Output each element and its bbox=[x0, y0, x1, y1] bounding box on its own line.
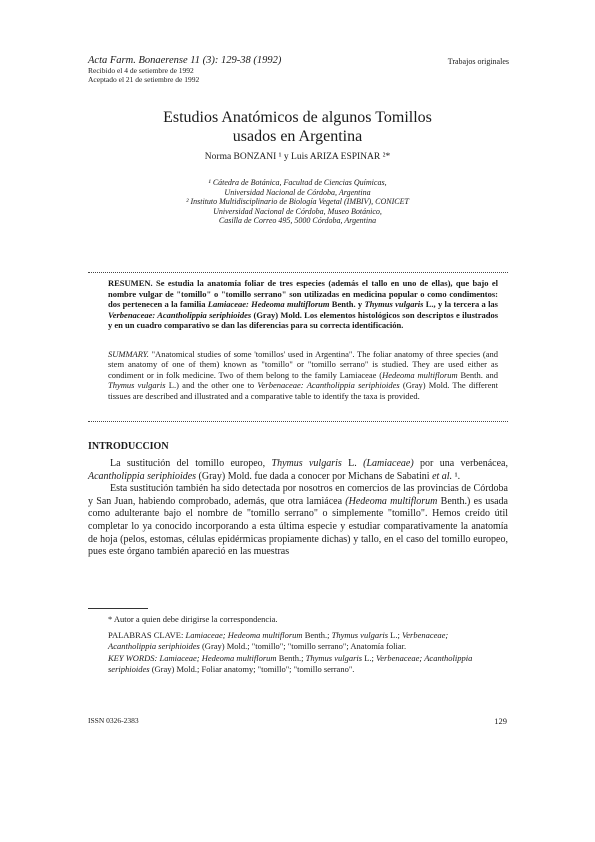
species-name: Thymus vulgaris bbox=[364, 299, 424, 310]
palabras-clave: PALABRAS CLAVE: Lamiaceae; Hedeoma multiflorum Benth.; Thymus vulgaris L.; Verbenaceae; Acantholippia seriphioides (Gray) Mold.; "tomillo"; "tomillo serrano"; Anatomía foliar. bbox=[108, 630, 449, 651]
affiliations bbox=[0, 178, 595, 226]
received-date: Recibido el 4 de setiembre de 1992 bbox=[88, 66, 194, 75]
key-words: KEY WORDS: Lamiaceae; Hedeoma multiflorum Benth.; Thymus vulgaris L.; Verbenaceae; Acantholippia seriphioides (Gray) Mold.; Foliar anatomy; "tomillo"; "tomillo serrano". bbox=[108, 653, 473, 674]
species-name: Thymus vulgaris bbox=[271, 458, 342, 469]
affiliation-2-line-2: Universidad Nacional de Córdoba, Museo Botánico, bbox=[213, 206, 382, 216]
title-line-1: Estudios Anatómicos de algunos Tomillos bbox=[163, 109, 432, 126]
accepted-date: Aceptado el 21 de setiembre de 1992 bbox=[88, 75, 200, 84]
correspondence-note: * Autor a quien debe dirigirse la correspondencia. bbox=[108, 614, 278, 624]
summary-label: SUMMARY. bbox=[108, 349, 149, 359]
paragraph: La sustitución del tomillo europeo, Thymus vulgaris L. (Lamiaceae) por una verbenácea, Acantholippia seriphioides (Gray) Mold. fue dada a conocer por Michans de Sabatini et al. ¹. bbox=[88, 458, 508, 482]
species-name: Verbenaceae: Acantholippia seriphioides bbox=[108, 309, 252, 320]
section-label: Trabajos originales bbox=[447, 57, 509, 66]
abstract-english: SUMMARY. "Anatomical studies of some 'tomillos' used in Argentina". The foliar anatomy of three species (and stem anatomy of one of them) known as "tomillo" or "tomillo serrano" is studied. They are used either as condiment or in folk medicine. Two of them belong to the family Lamiaceae (Hedeoma multiflorum Benth. and Thymus vulgaris L.) and the other one to Verbenaceae: Acantholippia seriphioides (Gray) Mold. The different tissues are described and illustrated and a comparative table to identify the taxa is provided. bbox=[108, 349, 499, 401]
title-line-2: usados en Argentina bbox=[232, 128, 363, 145]
species-name: (Hedeoma multiflorum bbox=[345, 495, 438, 507]
resumen-label: RESUMEN. bbox=[108, 278, 153, 288]
footnote-rule bbox=[88, 608, 148, 609]
affiliation-2-line-3: Casilla de Correo 495, 5000 Córdoba, Argentina bbox=[218, 216, 377, 226]
issn: ISSN 0326-2383 bbox=[88, 716, 139, 725]
page-number: 129 bbox=[494, 716, 507, 726]
abstract-bottom-rule bbox=[88, 421, 508, 422]
introduction-body bbox=[88, 458, 508, 559]
section-heading-introduction: INTRODUCCION bbox=[88, 441, 169, 452]
footnotes bbox=[108, 614, 492, 676]
affiliation-1-line-2: Universidad Nacional de Córdoba, Argentina bbox=[224, 187, 371, 197]
family-name: (Lamiaceae) bbox=[363, 458, 414, 469]
paragraph: Esta sustitución también ha sido detectada por nosotros en comercios de las provincias de Córdoba y San Juan, habiendo comprobado, además, que otra lamiácea (Hedeoma multiflorum Benth.) es usada como adulterante bajo el nombre de "tomillo serrano" o simplemente "tomillo". Hemos creído útil completar lo ya conocido incorporando a esta última especie y estudiar comparativamente la anatomía de hoja (pelos, estomas, células epidérmicas propiamente dichas) y tallo, en el caso del tomillo europeo, pues este órgano también apareció en las muestras bbox=[88, 483, 508, 558]
paper-title bbox=[0, 108, 595, 146]
affiliation-1-line-1: ¹ Cátedra de Botánica, Facultad de Ciencias Químicas, bbox=[208, 178, 387, 187]
species-name: Lamiaceae: Hedeoma multiflorum bbox=[207, 299, 330, 310]
abstract-top-rule bbox=[88, 272, 508, 273]
journal-header bbox=[88, 56, 281, 84]
authors: Norma BONZANI ¹ y Luis ARIZA ESPINAR ²* bbox=[204, 152, 391, 162]
species-name: Hedeoma multiflorum bbox=[382, 369, 458, 380]
abstract-spanish: RESUMEN. Se estudia la anatomía foliar de tres especies (además el tallo en uno de ellas), que bajo el nombre vulgar de "tomillo" o "tomillo serrano" son utilizadas en medicina popular o como condimentos: dos pertenecen a la familia Lamiaceae: Hedeoma multiflorum Benth. y Thymus vulgaris L., y la tercera a las Verbenaceae: Acantholippia seriphioides (Gray) Mold. Los elementos histológicos son descriptos e ilustrados y en un cuadro comparativo se dan las diferencias para su correcta identificación. bbox=[108, 278, 499, 331]
journal-citation: Acta Farm. Bonaerense 11 (3): 129-38 (1992) bbox=[88, 55, 282, 66]
affiliation-2-line-1: ² Instituto Multidisciplinario de Biología Vegetal (IMBIV), CONICET bbox=[186, 197, 409, 207]
species-name: Thymus vulgaris bbox=[108, 380, 166, 391]
species-name: Acantholippia seriphioides bbox=[88, 470, 197, 482]
species-name: Verbenaceae: Acantholippia seriphioides bbox=[257, 380, 400, 391]
